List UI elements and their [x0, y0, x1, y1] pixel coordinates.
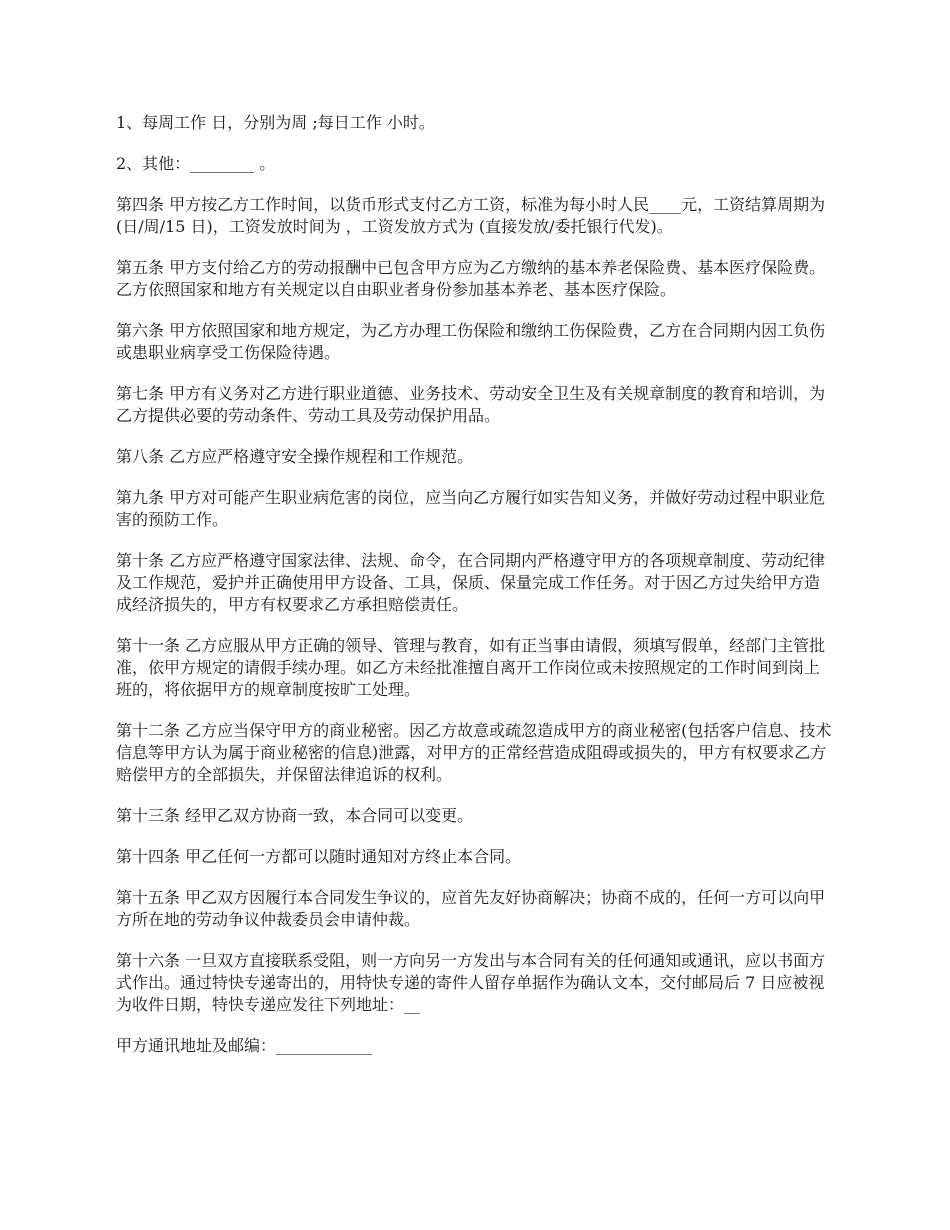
party-a-address: 甲方通讯地址及邮编：____________ — [116, 1036, 373, 1055]
article-12-confidentiality: 第十二条 乙方应当保守甲方的商业秘密。因乙方故意或疏忽造成甲方的商业秘密(包括客户信息、技术信息等甲方认为属于商业秘密的信息)泄露，对甲方的正常经营造成阻碍或损失的，甲方有权要求乙方赔偿甲方的全部损失，并保留法律追诉的权利。 — [116, 721, 832, 784]
article-6-injury-insurance: 第六条 甲方依照国家和地方规定，为乙方办理工伤保险和缴纳工伤保险费，乙方在合同期内因工负伤或患职业病享受工伤保险待遇。 — [116, 321, 826, 362]
document-body — [116, 112, 832, 1076]
paragraph-other: 2、其他：________ 。 — [116, 154, 276, 173]
article-7-training: 第七条 甲方有义务对乙方进行职业道德、业务技术、劳动安全卫生及有关规章制度的教育和培训，为乙方提供必要的劳动条件、劳动工具及劳动保护用品。 — [116, 384, 826, 425]
article-9-occupational-hazard: 第九条 甲方对可能产生职业病危害的岗位，应当向乙方履行如实告知义务，并做好劳动过程中职业危害的预防工作。 — [116, 488, 826, 529]
article-10-compliance: 第十条 乙方应严格遵守国家法律、法规、命令，在合同期内严格遵守甲方的各项规章制度、劳动纪律及工作规范，爱护并正确使用甲方设备、工具，保质、保量完成工作任务。对于因乙方过失给甲方造成经济损失的，甲方有权要求乙方承担赔偿责任。 — [116, 551, 826, 614]
article-16-notices: 第十六条 一旦双方直接联系受阻，则一方向另一方发出与本合同有关的任何通知或通讯，应以书面方式作出。通过特快专递寄出的，用特快专递的寄件人留存单据作为确认文本，交付邮局后 7 日应被视为收件日期，特快专递应发往下列地址：__ — [116, 951, 826, 1014]
article-4-wages: 第四条 甲方按乙方工作时间，以货币形式支付乙方工资，标准为每小时人民____元，工资结算周期为 (日/周/15 日)，工资发放时间为 ，工资发放方式为 (直接发放/委托银行代发)。 — [116, 195, 826, 236]
article-5-insurance: 第五条 甲方支付给乙方的劳动报酬中已包含甲方应为乙方缴纳的基本养老保险费、基本医疗保险费。乙方依照国家和地方有关规定以自由职业者身份参加基本养老、基本医疗保险。 — [116, 258, 826, 299]
article-14-termination: 第十四条 甲乙任何一方都可以随时通知对方终止本合同。 — [116, 847, 522, 866]
article-11-leave: 第十一条 乙方应服从甲方正确的领导、管理与教育，如有正当事由请假，须填写假单，经部门主管批准，依甲方规定的请假手续办理。如乙方未经批准擅自离开工作岗位或未按照规定的工作时间到岗上班的，将依据甲方的规章制度按旷工处理。 — [116, 636, 826, 699]
article-15-disputes: 第十五条 甲乙双方因履行本合同发生争议的，应首先友好协商解决；协商不成的，任何一方可以向甲方所在地的劳动争议仲裁委员会申请仲裁。 — [116, 888, 826, 929]
article-13-amendment: 第十三条 经甲乙双方协商一致，本合同可以变更。 — [116, 806, 474, 825]
paragraph-work-days: 1、每周工作 日，分别为周 ;每日工作 小时。 — [116, 113, 435, 132]
article-8-safety: 第八条 乙方应严格遵守安全操作规程和工作规范。 — [116, 447, 474, 466]
